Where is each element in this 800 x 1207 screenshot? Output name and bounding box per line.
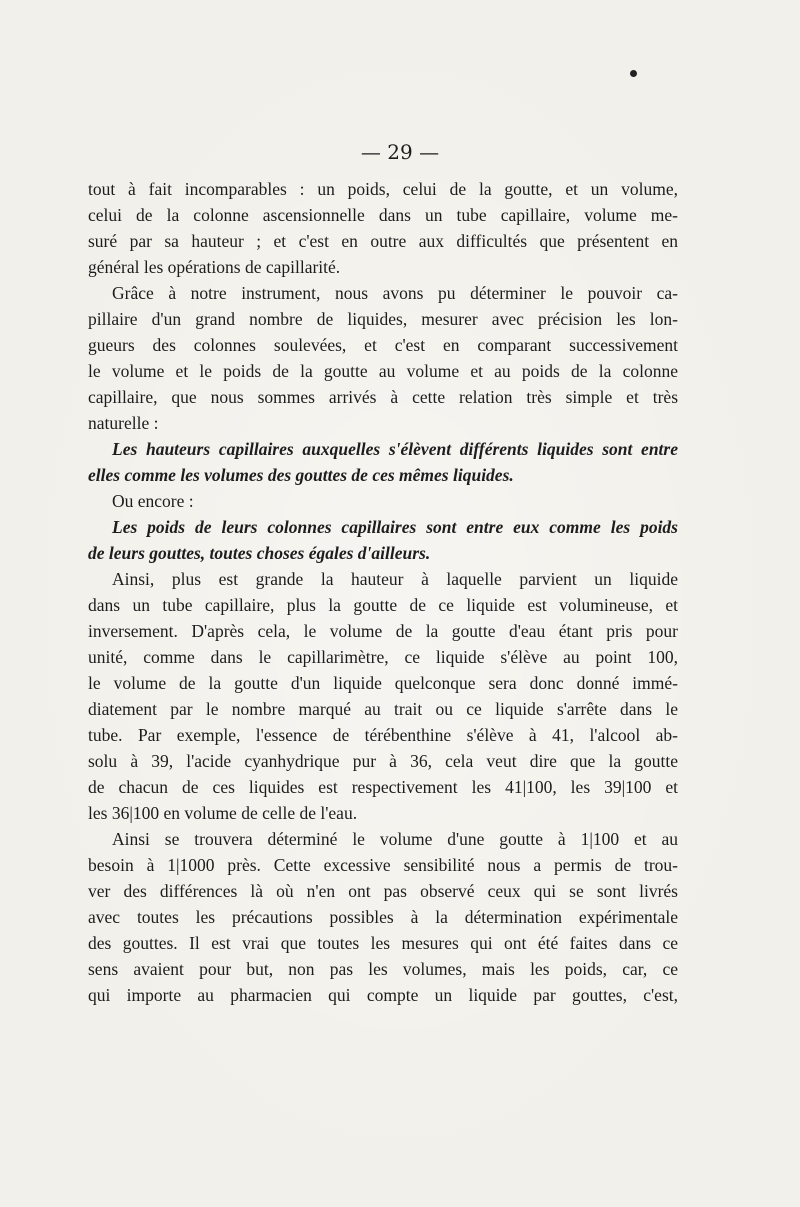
text-line: le volume de la goutte d'un liquide quelconque sera donc donné immé- — [88, 673, 678, 693]
text-line: de leurs gouttes, toutes choses égales d'ailleurs. — [88, 543, 431, 563]
text-line: naturelle : — [88, 413, 159, 433]
text-line: Ainsi, plus est grande la hauteur à laquelle parvient un liquide — [112, 569, 678, 589]
text-line: diatement par le nombre marqué au trait ou ce liquide s'arrête dans le — [88, 699, 678, 719]
text-line: le volume et le poids de la goutte au volume et au poids de la colonne — [88, 361, 678, 381]
text-line: besoin à 1|1000 près. Cette excessive sensibilité nous a permis de trou- — [88, 855, 678, 875]
text-line: suré par sa hauteur ; et c'est en outre aux difficultés que présentent en — [88, 231, 678, 251]
ink-spot — [630, 70, 637, 77]
text-line: capillaire, que nous sommes arrivés à cette relation très simple et très — [88, 387, 678, 407]
text-line: qui importe au pharmacien qui compte un liquide par gouttes, c'est, — [88, 985, 678, 1005]
text-line: tout à fait incomparables : un poids, celui de la goutte, et un volume, — [88, 179, 678, 199]
text-line: pillaire d'un grand nombre de liquides, mesurer avec précision les lon- — [88, 309, 678, 329]
text-line: ver des différences là où n'en ont pas observé ceux qui se sont livrés — [88, 881, 678, 901]
text-line: Ainsi se trouvera déterminé le volume d'une goutte à 1|100 et au — [112, 829, 678, 849]
text-line: unité, comme dans le capillarimètre, ce liquide s'élève au point 100, — [88, 647, 678, 667]
text-line: avec toutes les précautions possibles à la détermination expérimentale — [88, 907, 678, 927]
text-line: Grâce à notre instrument, nous avons pu déterminer le pouvoir ca- — [112, 283, 678, 303]
text-line: dans un tube capillaire, plus la goutte de ce liquide est volumineuse, et — [88, 595, 678, 615]
text-line: général les opérations de capillarité. — [88, 257, 341, 277]
text-line: Les hauteurs capillaires auxquelles s'élèvent différents liquides sont entre — [112, 439, 678, 459]
text-line: celui de la colonne ascensionnelle dans un tube capillaire, volume me- — [88, 205, 678, 225]
text-line: inversement. D'après cela, le volume de la goutte d'eau étant pris pour — [88, 621, 678, 641]
text-line: solu à 39, l'acide cyanhydrique pur à 36, cela veut dire que la goutte — [88, 751, 678, 771]
text-line: de chacun de ces liquides est respectivement les 41|100, les 39|100 et — [88, 777, 678, 797]
text-line: Ou encore : — [112, 491, 194, 511]
text-line: gueurs des colonnes soulevées, et c'est en comparant successivement — [88, 335, 678, 355]
page-number: — 29 — — [360, 140, 440, 164]
text-line: des gouttes. Il est vrai que toutes les mesures qui ont été faites dans ce — [88, 933, 678, 953]
text-line: elles comme les volumes des gouttes de ces mêmes liquides. — [88, 465, 514, 485]
text-line: les 36|100 en volume de celle de l'eau. — [88, 803, 358, 823]
text-line: Les poids de leurs colonnes capillaires sont entre eux comme les poids — [112, 517, 678, 537]
page-body-text — [88, 176, 678, 1008]
text-line: sens avaient pour but, non pas les volumes, mais les poids, car, ce — [88, 959, 678, 979]
text-line: tube. Par exemple, l'essence de térébenthine s'élève à 41, l'alcool ab- — [88, 725, 678, 745]
